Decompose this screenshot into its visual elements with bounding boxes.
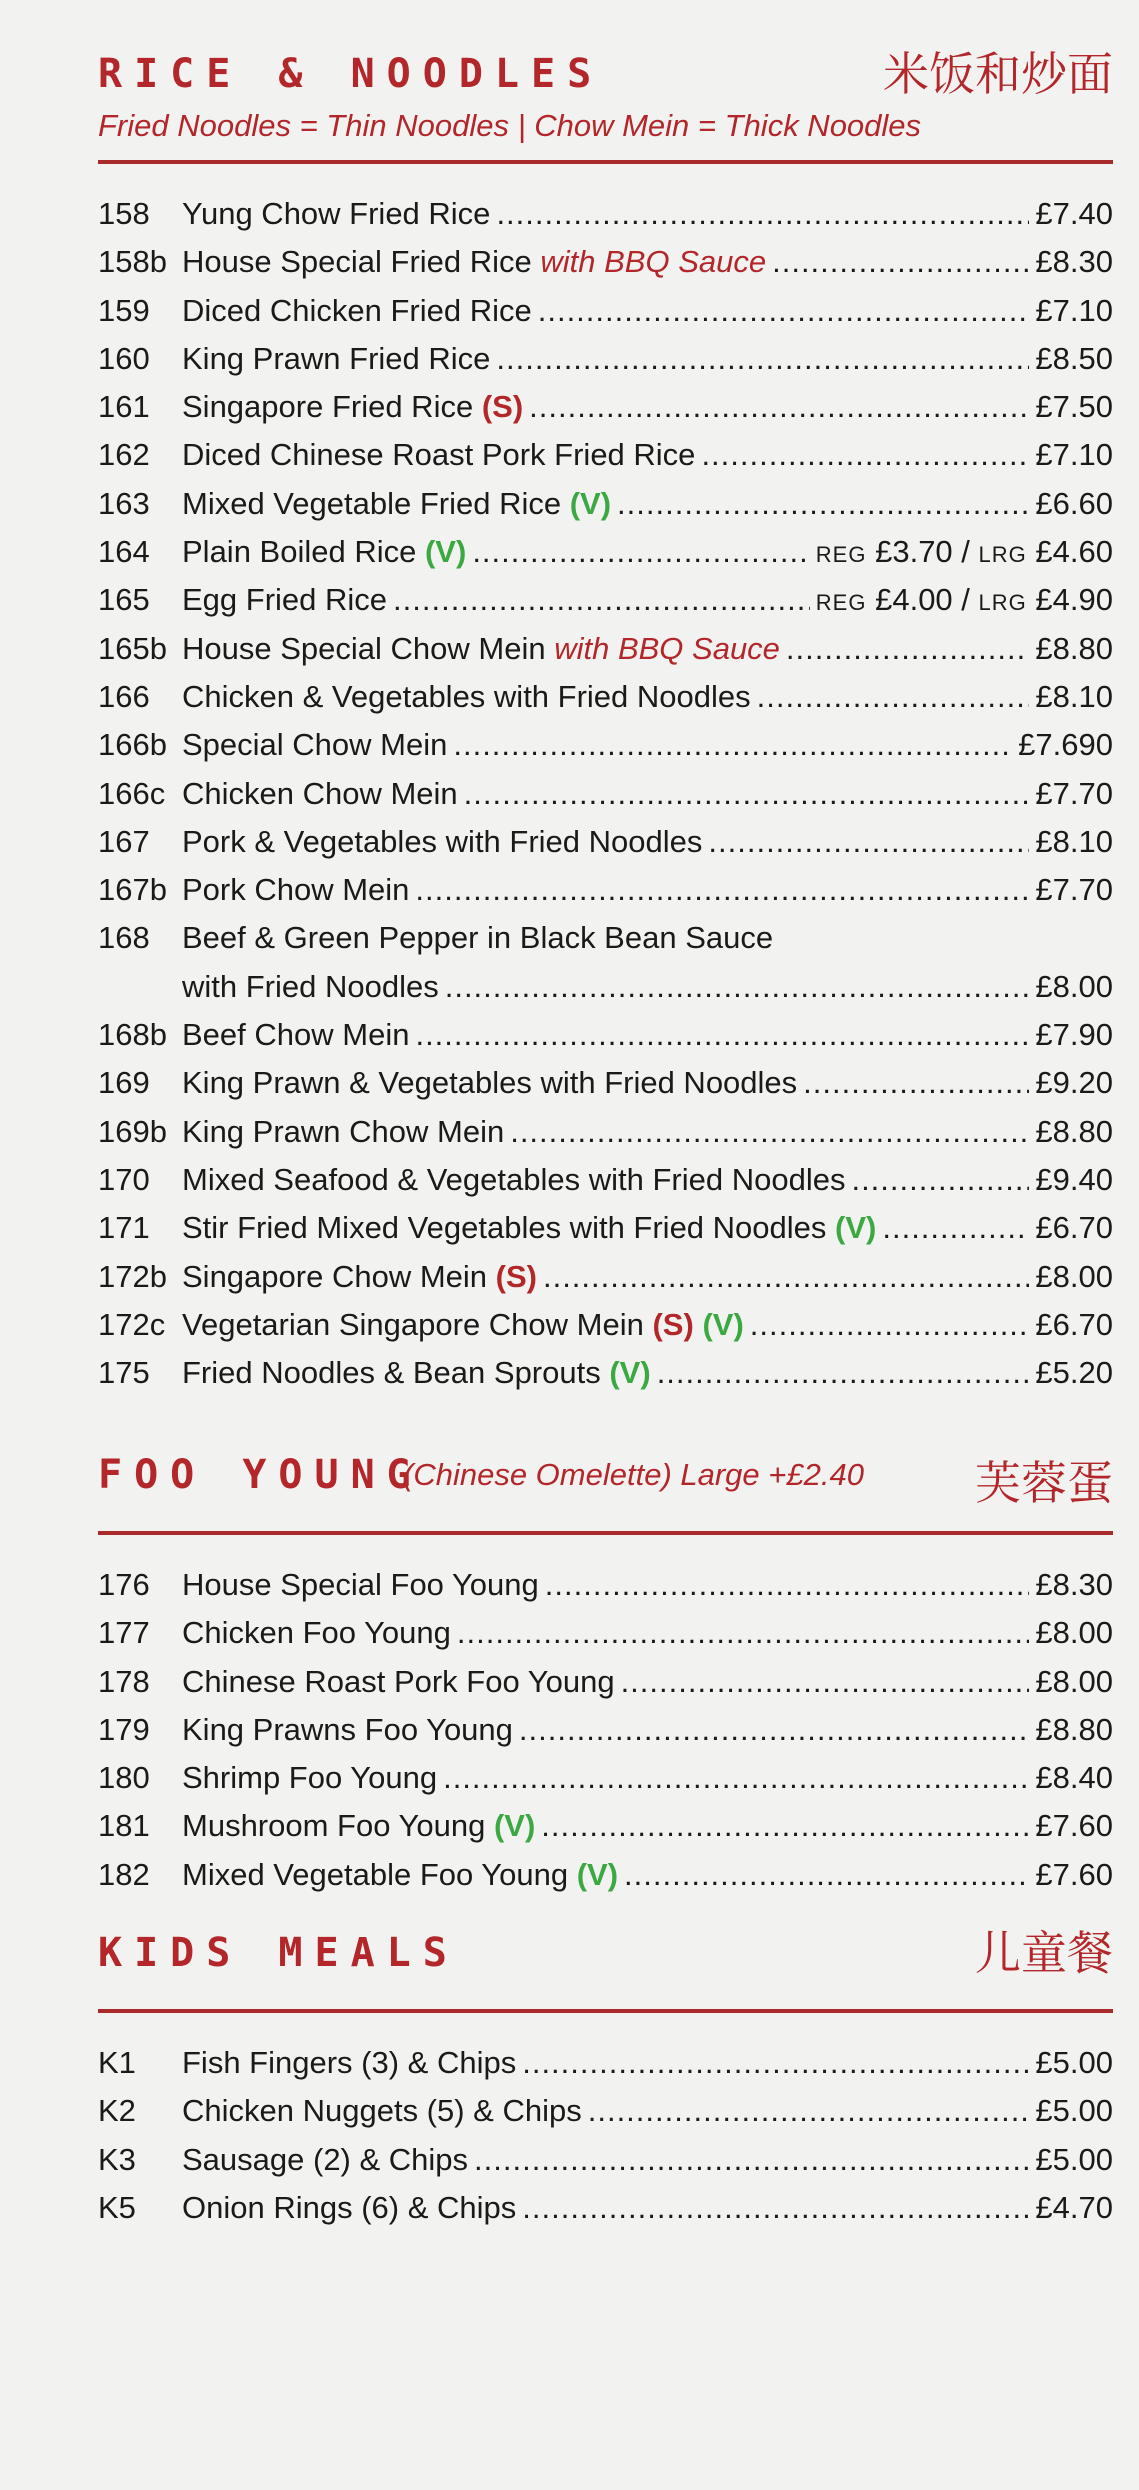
item-name-group [182,287,532,335]
item-price: £7.70 [1035,775,1113,811]
menu-item-row [98,576,1113,624]
large-price: £4.90 [1035,582,1113,618]
price-separator: / [961,582,970,618]
item-name: Pork & Vegetables with Fried Noodles [182,823,703,859]
item-price: £9.40 [1035,1161,1113,1197]
spicy-tag: (S) [652,1306,694,1342]
item-price-group [1035,625,1113,673]
item-number: 166c [98,775,166,811]
item-price: £5.00 [1035,2045,1113,2080]
item-name-continued: with Fried Noodles [182,968,439,1004]
item-price: £8.40 [1035,1760,1113,1796]
dot-leader [496,335,1029,383]
dot-leader [453,721,1012,769]
item-number: 162 [98,437,150,473]
item-name: Chicken & Vegetables with Fried Noodles [182,678,751,714]
dot-leader [757,673,1030,721]
item-number: 175 [98,1355,150,1391]
item-price: £7.60 [1035,1808,1113,1844]
item-price: £4.70 [1035,2189,1113,2225]
item-number: K1 [98,2045,136,2080]
dot-leader [415,866,1029,914]
item-number: 166b [98,727,167,763]
item-name-group [182,576,387,624]
menu-item-row [98,963,1113,1011]
item-price: £8.80 [1035,1113,1113,1149]
item-price: £8.00 [1035,1258,1113,1294]
dot-leader [772,238,1029,286]
item-price-group [1035,2136,1113,2184]
item-name-group [182,1609,451,1657]
item-price: £8.80 [1035,630,1113,666]
menu-item-row [98,818,1113,866]
item-number: 176 [98,1567,150,1602]
item-name-group [182,1204,876,1252]
item-number: 166 [98,678,150,714]
item-price-group [1035,431,1113,479]
menu-item-row [98,1754,1113,1802]
item-price-group [1035,1754,1113,1802]
item-name-group [182,431,695,479]
item-name: Yung Chow Fried Rice [182,196,491,231]
dot-leader [538,287,1030,335]
section-divider [98,160,1113,164]
item-price: £8.50 [1035,340,1113,376]
item-price-group [1035,2087,1113,2135]
item-price: £8.00 [1035,1615,1113,1651]
item-price: £7.10 [1035,292,1113,328]
item-number: 170 [98,1161,150,1197]
section-foo-young [98,1447,1113,1899]
item-price-group [1035,1658,1113,1706]
item-price-group [1035,770,1113,818]
dot-leader [803,1059,1029,1107]
item-price-group [1035,1609,1113,1657]
item-price: £8.00 [1035,968,1113,1004]
item-name: Pork Chow Mein [182,872,410,908]
spicy-tag: (S) [495,1258,537,1294]
item-name-group [182,1754,437,1802]
dot-leader [445,963,1030,1011]
item-number: 163 [98,485,150,521]
item-name-group [182,1658,615,1706]
vegetarian-tag: (V) [569,485,612,521]
regular-price: £3.70 [875,534,953,570]
section-title-chinese: 米饭和炒面 [883,47,1113,101]
item-number: 164 [98,534,150,570]
item-price-group [1035,2039,1113,2087]
item-price: £7.50 [1035,389,1113,425]
menu-item-row [98,1561,1113,1609]
item-name: House Special Chow Mein [182,630,546,666]
item-price-group [816,576,1113,627]
menu-item-row [98,1253,1113,1301]
item-name: Chicken Foo Young [182,1615,451,1651]
item-price-group [1035,818,1113,866]
item-number: 172c [98,1306,166,1342]
item-price-group [1035,1349,1113,1397]
item-name: Fish Fingers (3) & Chips [182,2045,517,2080]
spicy-tag: (S) [481,389,524,425]
item-price-group [1035,238,1113,286]
item-name-group [182,866,409,914]
item-name: Fried Noodles & Bean Sprouts [182,1355,601,1391]
item-name: Special Chow Mein [182,727,448,763]
section-header [98,1925,1113,1985]
item-price-group [1035,2184,1113,2232]
dot-leader [496,190,1029,238]
item-name-group [182,1349,651,1397]
menu-item-row [98,528,1113,576]
menu-item-row [98,480,1113,528]
item-name-group [182,1706,513,1754]
dot-leader [464,770,1030,818]
menu-item-row [98,383,1113,431]
dot-leader [393,576,810,624]
menu-item-row [98,673,1113,721]
section-subtitle: (Chinese Omelette) Large +£2.40 [403,1457,864,1492]
item-name-group [182,818,702,866]
dot-leader [621,1658,1030,1706]
item-number: K2 [98,2093,136,2129]
item-name: Chinese Roast Pork Foo Young [182,1663,615,1699]
menu-item-row [98,1301,1113,1349]
regular-label: REG [815,590,867,616]
vegetarian-tag: (V) [576,1856,619,1892]
regular-label: REG [815,542,867,568]
item-number: 167 [98,823,150,859]
dot-leader [474,2136,1029,2184]
vegetarian-tag: (V) [609,1355,651,1391]
item-name: King Prawns Foo Young [182,1711,513,1747]
item-price: £8.10 [1035,823,1113,859]
section-title: FOO YOUNG [98,1452,423,1498]
item-price-group [1035,1851,1113,1899]
item-name-group [182,1108,504,1156]
dot-leader [519,1706,1030,1754]
item-price: £7.90 [1035,1017,1113,1053]
section-title: KIDS MEALS [98,1930,459,1976]
item-number: 161 [98,389,150,425]
item-name-group [182,1253,537,1301]
item-name-group [182,528,466,576]
section-subtitle: Fried Noodles = Thin Noodles | Chow Mein = Thick Noodles [98,108,922,143]
regular-price: £4.00 [875,582,953,618]
item-price: £7.40 [1035,196,1113,231]
menu-item-row [98,625,1113,673]
item-name: Singapore Fried Rice [182,389,474,425]
menu-item-row [98,2087,1113,2135]
item-name-group [182,2087,582,2135]
item-price: £7.690 [1018,727,1113,763]
menu-item-row [98,1204,1113,1252]
item-number: 168b [98,1017,167,1053]
item-name: Mixed Vegetable Fried Rice [182,485,562,521]
dot-leader [588,2087,1030,2135]
dot-leader [472,528,809,576]
section-rice-noodles [98,46,1113,1397]
item-number: 178 [98,1663,150,1699]
menu-item-row [98,1851,1113,1899]
item-price: £5.00 [1035,2093,1113,2129]
menu-item-row [98,1349,1113,1397]
menu-item-row [98,866,1113,914]
item-price-group [1035,383,1113,431]
item-name: Egg Fried Rice [182,582,388,618]
item-name: Beef & Green Pepper in Black Bean Sauce [182,920,774,956]
menu-item-row [98,1658,1113,1706]
item-price: £8.00 [1035,1663,1113,1699]
item-name: King Prawn Fried Rice [182,340,491,376]
menu-item-row [98,2184,1113,2232]
item-number: 158 [98,196,150,231]
dot-leader [415,1011,1029,1059]
menu-item-row [98,770,1113,818]
item-name-group [182,1561,539,1609]
dot-leader [657,1349,1030,1397]
menu-list [98,2039,1113,2232]
item-name: Chicken Nuggets (5) & Chips [182,2093,582,2129]
item-name-group [182,190,490,238]
item-price: £7.70 [1035,872,1113,908]
item-name: Diced Chinese Roast Pork Fried Rice [182,437,696,473]
menu-item-row [98,190,1113,238]
menu-list [98,1561,1113,1899]
menu-item-row [98,721,1113,769]
item-name: House Special Fried Rice [182,244,532,280]
item-price: £9.20 [1035,1065,1113,1101]
item-price-group [1035,1706,1113,1754]
item-name-group [182,673,751,721]
section-title-chinese: 芙蓉蛋 [975,1456,1113,1510]
item-price-group [1035,1156,1113,1204]
item-price: £6.60 [1035,485,1113,521]
menu-item-row [98,431,1113,479]
item-price-group [1035,287,1113,335]
item-name: Onion Rings (6) & Chips [182,2189,517,2225]
item-name: Plain Boiled Rice [182,534,417,570]
item-name-group [182,770,458,818]
section-header [98,46,1113,106]
item-price: £6.70 [1035,1210,1113,1246]
item-number: 160 [98,340,150,376]
menu-item-row [98,2039,1113,2087]
menu-item-row [98,1059,1113,1107]
section-title: RICE & NOODLES [98,51,604,97]
section-divider [98,2009,1113,2013]
item-number: 168 [98,920,150,956]
section-title-chinese: 儿童餐 [975,1926,1113,1980]
item-number: K5 [98,2189,136,2225]
dot-leader [545,1561,1030,1609]
vegetarian-tag: (V) [493,1808,536,1844]
item-name-group [182,335,490,383]
dot-leader [522,2184,1029,2232]
dot-leader [443,1754,1029,1802]
dot-leader [851,1156,1029,1204]
item-price: £7.10 [1035,437,1113,473]
item-price-group [1035,1802,1113,1850]
menu-item-row [98,287,1113,335]
item-price-group [816,528,1113,579]
item-name: Beef Chow Mein [182,1017,410,1053]
menu-item-row [98,1609,1113,1657]
item-name-group [182,1851,618,1899]
item-number: 180 [98,1760,150,1796]
dot-leader [708,818,1029,866]
large-label: LRG [978,542,1027,568]
item-name: Singapore Chow Mein [182,1258,488,1294]
item-name-group [182,383,523,431]
dot-leader [617,480,1029,528]
item-name: Stir Fried Mixed Vegetables with Fried Noodles [182,1210,827,1246]
dot-leader [522,2039,1029,2087]
dot-leader [786,625,1030,673]
item-price-group [1035,335,1113,383]
item-name-group [182,2039,516,2087]
price-separator: / [961,534,970,570]
item-name: Sausage (2) & Chips [182,2141,469,2177]
dot-leader [882,1204,1029,1252]
item-price-group [1035,1561,1113,1609]
item-name: Mixed Vegetable Foo Young [182,1856,569,1892]
item-name: Diced Chicken Fried Rice [182,292,532,328]
menu-item-row [98,238,1113,286]
menu-list [98,190,1113,1397]
item-name: Mixed Seafood & Vegetables with Fried Noodles [182,1161,846,1197]
dot-leader [543,1253,1029,1301]
section-kids-meals [98,1925,1113,2232]
dot-leader [529,383,1029,431]
item-price-group [1035,480,1113,528]
item-price: £5.20 [1035,1355,1113,1391]
item-number: 171 [98,1210,150,1246]
dot-leader [624,1851,1029,1899]
item-name: Mushroom Foo Young [182,1808,486,1844]
menu-item-row [98,1108,1113,1156]
item-price-group [1035,1059,1113,1107]
menu-item-row [98,914,1113,962]
item-number: 182 [98,1856,150,1892]
section-divider [98,1531,1113,1535]
item-number: 179 [98,1711,150,1747]
item-name-group [182,480,611,528]
item-number: 169b [98,1113,167,1149]
item-price-group [1035,866,1113,914]
item-name-group [182,721,447,769]
menu-item-row [98,335,1113,383]
item-price-group [1035,1253,1113,1301]
item-number: K3 [98,2141,136,2177]
item-name: King Prawn Chow Mein [182,1113,505,1149]
item-name-group [182,2136,468,2184]
item-name-group [182,625,780,673]
menu-item-row [98,1156,1113,1204]
item-number: 165 [98,582,150,618]
item-price: £5.00 [1035,2141,1113,2177]
item-price-group [1035,190,1113,238]
item-name: King Prawn & Vegetables with Fried Noodles [182,1065,798,1101]
menu-item-row [98,1011,1113,1059]
item-name-group [182,1301,744,1349]
item-name-group [182,1011,409,1059]
item-name-group [182,1156,845,1204]
dot-leader [457,1609,1030,1657]
item-price-group [1035,673,1113,721]
item-price: £8.30 [1035,1567,1113,1602]
item-name-group [182,1059,797,1107]
vegetarian-tag: (V) [424,534,467,570]
large-price: £4.60 [1035,534,1113,570]
item-price-group [1035,1204,1113,1252]
dot-leader [701,431,1029,479]
item-price-group [1018,721,1113,769]
item-number: 172b [98,1258,167,1294]
item-number: 181 [98,1808,150,1844]
item-number: 177 [98,1615,150,1651]
item-name: Vegetarian Singapore Chow Mein [182,1306,644,1342]
item-name: House Special Foo Young [182,1567,539,1602]
item-name-group [182,2184,516,2232]
item-name-group [182,1802,535,1850]
item-number: 158b [98,244,167,280]
section-header [98,1447,1113,1510]
item-number: 169 [98,1065,150,1101]
menu-item-row [98,1802,1113,1850]
dot-leader [541,1802,1029,1850]
item-name: Shrimp Foo Young [182,1760,438,1796]
item-name-group [182,238,766,286]
item-name: Chicken Chow Mein [182,775,458,811]
menu-item-row [98,2136,1113,2184]
item-price: £7.60 [1035,1856,1113,1892]
item-price: £8.80 [1035,1711,1113,1747]
item-number: 165b [98,630,167,666]
item-number: 167b [98,872,167,908]
item-price-group [1035,1011,1113,1059]
dot-leader [750,1301,1030,1349]
dot-leader [510,1108,1029,1156]
item-sauce-note: with BBQ Sauce [540,244,767,280]
item-price: £8.30 [1035,244,1113,280]
item-price-group [1035,1301,1113,1349]
vegetarian-tag: (V) [835,1210,877,1246]
item-number: 159 [98,292,150,328]
vegetarian-tag: (V) [702,1306,744,1342]
menu-item-row [98,1706,1113,1754]
item-sauce-note: with BBQ Sauce [554,630,780,666]
item-price: £8.10 [1035,678,1113,714]
item-price-group [1035,1108,1113,1156]
large-label: LRG [978,590,1027,616]
item-price: £6.70 [1035,1306,1113,1342]
